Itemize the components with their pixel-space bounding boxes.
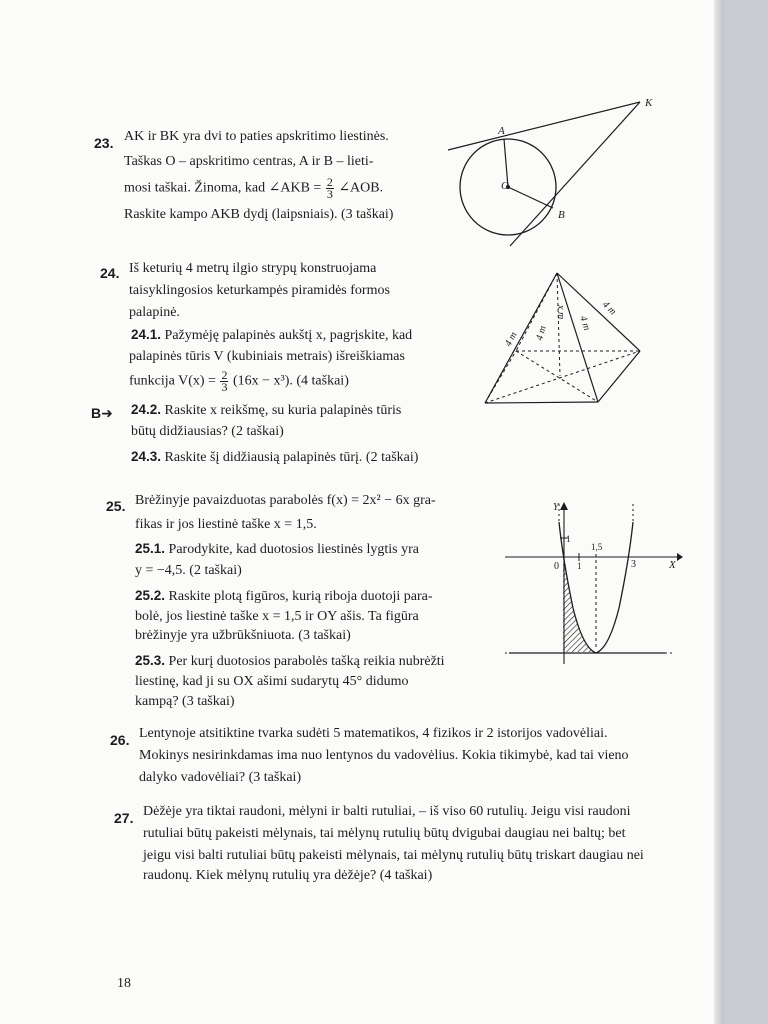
problem-text-line: kampą? (3 taškai) (135, 694, 235, 709)
problem-number: 25. (106, 498, 126, 514)
problem-text-line: raudonų. Kiek mėlynų rutulių yra dėžėje? (4 taškai) (143, 868, 433, 883)
label-o: O (501, 180, 509, 192)
problem-text-line: Mokinys nesirinkdamas ima nuo lentynos du vadovėlius. Kokia tikimybė, kad tai vieno (139, 748, 629, 763)
subproblem-25-3: 25.3. Per kurį duotosios parabolės tašką reikia nubrėžti (135, 653, 445, 669)
problem-text-line: Brėžinyje pavaizduotas parabolės f(x) = 2x² − 6x gra- (135, 493, 436, 508)
x-tick-1-5: 1,5 (591, 542, 603, 552)
problem-number: 23. (94, 135, 114, 151)
y-tick-1: 1 (566, 534, 571, 544)
edge-label: 4 m (502, 330, 520, 349)
label-a: A (498, 125, 505, 137)
parabola-graph (505, 498, 685, 668)
problem-text-line: Lentynoje atsitiktine tvarka sudėti 5 matematikos, 4 fizikos ir 2 istorijos vadovėliai. (139, 726, 608, 741)
edge-label: 4 m (534, 324, 549, 342)
problem-text-line: taisyklingosios keturkampės piramidės formos (129, 283, 390, 298)
subproblem-24-2: 24.2. Raskite x reikšmę, su kuria palapinės tūris (131, 402, 402, 418)
subproblem-24-3: 24.3. Raskite šį didžiausią palapinės tūrį. (2 taškai) (131, 449, 419, 465)
problem-text-line: palapinė. (129, 305, 180, 320)
problem-text-line: liestinę, kad ji su OX ašimi sudarytų 45° didumo (135, 674, 409, 689)
b-level-marker: B➜ (91, 405, 113, 421)
subproblem-24-1: 24.1. Pažymėję palapinės aukštį x, pagrįskite, kad (131, 327, 413, 343)
page-number: 18 (117, 976, 131, 991)
label-k: K (645, 97, 653, 109)
problem-text-line: jeigu visi balti rutuliai būtų pakeisti mėlynais, tai mėlynų rutulių būtų triskart daugiau nei (143, 848, 644, 863)
page-edge-shadow (714, 0, 724, 1024)
pyramid-figure (480, 265, 650, 410)
problem-text-line: Dėžėje yra tiktai raudoni, mėlyni ir balti rutuliai, – iš viso 60 rutulių. Jeigu visi raudoni (143, 804, 631, 819)
y-axis-label: Y (553, 502, 559, 513)
x-tick-1: 1 (577, 561, 582, 571)
problem-number: 27. (114, 810, 134, 826)
problem-text-line: mosi taškai. Žinoma, kad ∠AKB = $\frac{2}{3}$ ∠AOB. (124, 175, 384, 201)
height-label: x m (555, 305, 566, 320)
label-b: B (558, 209, 565, 221)
problem-text-line: rutuliai būtų pakeisti mėlynais, tai mėlynų rutulių būtų dvigubai daugiau nei baltų; bet (143, 826, 626, 841)
problem-text-line: AK ir BK yra dvi to paties apskritimo liestinės. (124, 129, 389, 144)
problem-text-line: Raskite kampo AKB dydį (laipsniais). (3 taškai) (124, 207, 394, 222)
problem-text-line: bolė, jos liestinė taške x = 1,5 ir OY ašis. Ta figūra (135, 609, 419, 624)
tangent-circle-figure (440, 90, 660, 260)
problem-text-line: fikas ir jos liestinė taške x = 1,5. (135, 517, 317, 532)
fraction: $\frac{2}{3}$ (326, 175, 333, 201)
problem-text-line: Taškas O – apskritimo centras, A ir B – lieti- (124, 154, 374, 169)
x-axis-label: X (669, 559, 676, 571)
problem-text-line: y = −4,5. (2 taškai) (135, 563, 242, 578)
problem-text-line: palapinės tūris V (kubiniais metrais) išreiškiamas (129, 349, 405, 364)
origin-label: 0 (554, 561, 559, 572)
problem-text-line: dalyko vadovėliai? (3 taškai) (139, 770, 302, 785)
problem-text-line: funkcija V(x) = $\frac{2}{3}$ (16x − x³). (4 taškai) (129, 368, 349, 394)
fraction: $\frac{2}{3}$ (221, 368, 228, 394)
x-tick-3: 3 (631, 559, 636, 570)
problem-number: 26. (110, 732, 130, 748)
problem-text-line: būtų didžiausias? (2 taškai) (131, 424, 284, 439)
problem-number: 24. (100, 265, 120, 281)
edge-label: 4 m (577, 314, 593, 332)
edge-label: 4 m (599, 299, 619, 318)
subproblem-25-1: 25.1. Parodykite, kad duotosios liestinės lygtis yra (135, 541, 419, 557)
problem-text-line: brėžinyje yra užbrūkšniuota. (3 taškai) (135, 628, 351, 643)
subproblem-25-2: 25.2. Raskite plotą figūros, kurią riboja duotoji para- (135, 588, 433, 604)
problem-text-line: Iš keturių 4 metrų ilgio strypų konstruojama (129, 261, 377, 276)
